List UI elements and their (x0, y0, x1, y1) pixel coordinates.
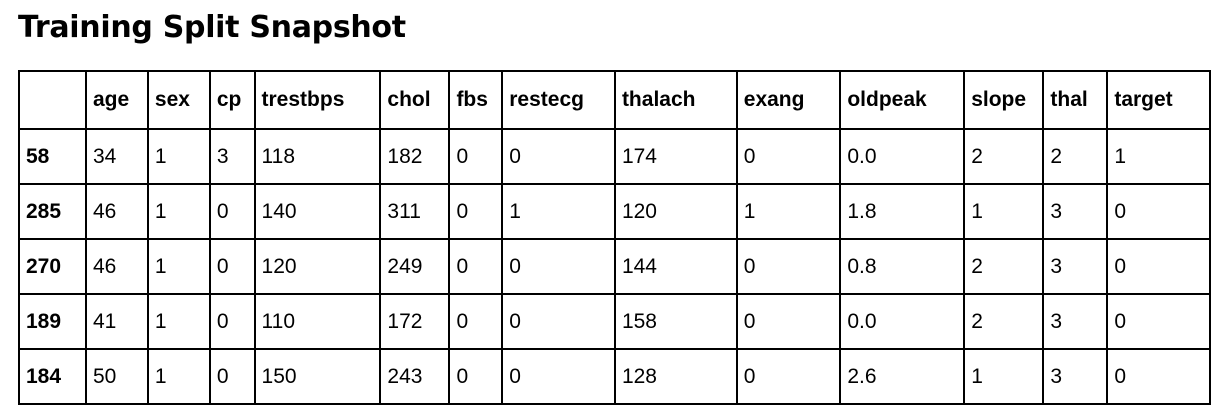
table-cell: 0 (449, 294, 502, 349)
table-cell: 0 (210, 239, 255, 294)
table-cell: 3 (1043, 239, 1107, 294)
table-row (19, 294, 1210, 349)
header-row (19, 71, 1210, 129)
data-table (18, 70, 1211, 405)
table-cell: 249 (380, 239, 449, 294)
table-cell: 120 (615, 184, 737, 239)
table-cell: 2 (1043, 129, 1107, 184)
table-cell: 0 (210, 294, 255, 349)
column-header-chol: chol (380, 71, 449, 129)
table-cell: 158 (615, 294, 737, 349)
table-cell: 0 (502, 129, 615, 184)
column-header-oldpeak: oldpeak (840, 71, 964, 129)
table-cell: 120 (255, 239, 381, 294)
row-index: 270 (19, 239, 86, 294)
table-cell: 1.8 (840, 184, 964, 239)
table-cell: 3 (1043, 349, 1107, 404)
table-cell: 311 (380, 184, 449, 239)
table-cell: 0.8 (840, 239, 964, 294)
table-cell: 3 (1043, 294, 1107, 349)
table-cell: 46 (86, 239, 148, 294)
table-cell: 140 (255, 184, 381, 239)
row-index: 285 (19, 184, 86, 239)
table-cell: 46 (86, 184, 148, 239)
row-index: 189 (19, 294, 86, 349)
table-cell: 3 (1043, 184, 1107, 239)
table-cell: 34 (86, 129, 148, 184)
table-cell: 1 (964, 184, 1043, 239)
table-cell: 118 (255, 129, 381, 184)
table-cell: 2.6 (840, 349, 964, 404)
table-cell: 1 (148, 184, 210, 239)
table-cell: 0 (502, 239, 615, 294)
row-index: 184 (19, 349, 86, 404)
table-cell: 3 (210, 129, 255, 184)
table-cell: 144 (615, 239, 737, 294)
table-cell: 0.0 (840, 129, 964, 184)
table-cell: 41 (86, 294, 148, 349)
table-cell: 110 (255, 294, 381, 349)
column-header-trestbps: trestbps (255, 71, 381, 129)
table-row (19, 239, 1210, 294)
table-cell: 0 (449, 239, 502, 294)
table-cell: 0 (737, 129, 841, 184)
table-cell: 0 (1107, 294, 1210, 349)
column-header-exang: exang (737, 71, 841, 129)
table-cell: 0 (210, 349, 255, 404)
page-title: Training Split Snapshot (18, 10, 406, 45)
table-cell: 243 (380, 349, 449, 404)
table-cell: 182 (380, 129, 449, 184)
table-cell: 0 (449, 349, 502, 404)
table-row (19, 349, 1210, 404)
table-cell: 1 (148, 294, 210, 349)
table-cell: 1 (148, 239, 210, 294)
table-cell: 1 (964, 349, 1043, 404)
table-cell: 128 (615, 349, 737, 404)
column-header-cp: cp (210, 71, 255, 129)
index-header (19, 71, 86, 129)
table-cell: 174 (615, 129, 737, 184)
table-row (19, 129, 1210, 184)
column-header-target: target (1107, 71, 1210, 129)
column-header-slope: slope (964, 71, 1043, 129)
column-header-sex: sex (148, 71, 210, 129)
column-header-restecg: restecg (502, 71, 615, 129)
table-cell: 0 (1107, 239, 1210, 294)
table-cell: 0 (737, 349, 841, 404)
column-header-thal: thal (1043, 71, 1107, 129)
table-cell: 0 (449, 129, 502, 184)
table-cell: 1 (148, 129, 210, 184)
table-cell: 2 (964, 239, 1043, 294)
column-header-fbs: fbs (449, 71, 502, 129)
table-cell: 0 (1107, 184, 1210, 239)
table-cell: 1 (148, 349, 210, 404)
table-cell: 1 (737, 184, 841, 239)
column-header-thalach: thalach (615, 71, 737, 129)
column-header-age: age (86, 71, 148, 129)
table-cell: 0 (449, 184, 502, 239)
table-cell: 172 (380, 294, 449, 349)
table-cell: 150 (255, 349, 381, 404)
table-cell: 0.0 (840, 294, 964, 349)
table-cell: 2 (964, 294, 1043, 349)
table-cell: 50 (86, 349, 148, 404)
table-cell: 0 (502, 349, 615, 404)
table-cell: 0 (502, 294, 615, 349)
table-cell: 0 (1107, 349, 1210, 404)
table-cell: 0 (210, 184, 255, 239)
row-index: 58 (19, 129, 86, 184)
table-row (19, 184, 1210, 239)
table-cell: 1 (502, 184, 615, 239)
table-cell: 0 (737, 239, 841, 294)
table-cell: 2 (964, 129, 1043, 184)
table-cell: 0 (737, 294, 841, 349)
table-cell: 1 (1107, 129, 1210, 184)
